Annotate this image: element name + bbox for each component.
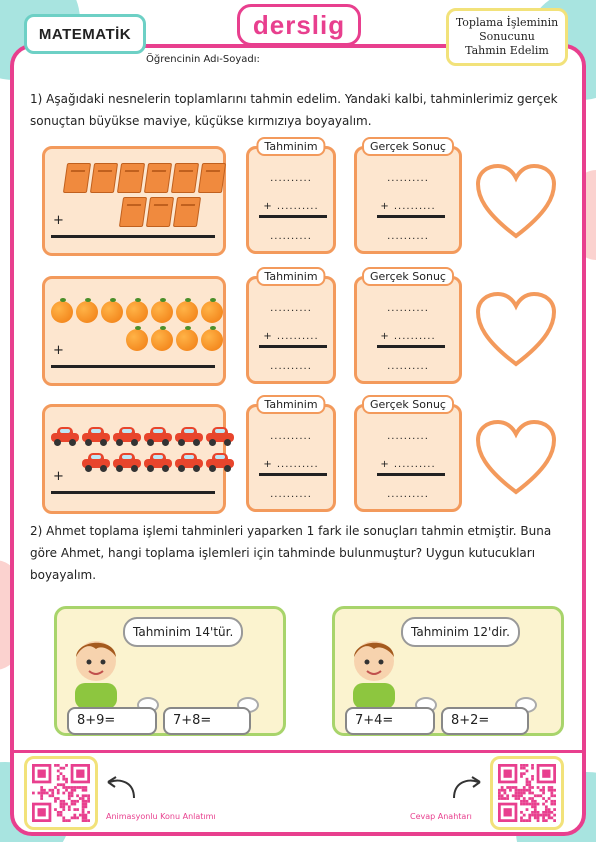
- blank[interactable]: ..........: [270, 489, 312, 500]
- question-line: sonuçtan büyükse maviye, küçükse kırmızıya boyayalım.: [30, 114, 372, 128]
- question-line: 2) Ahmet toplama işlemi tahminleri yaparken 1 fark ile sonuçları tahmin etmiştir. Buna: [30, 524, 552, 538]
- car-icon: [51, 427, 79, 445]
- blank[interactable]: ..........: [270, 303, 312, 314]
- blank[interactable]: ..........: [387, 303, 429, 314]
- sum-line: [51, 365, 215, 368]
- boy-avatar: [345, 631, 403, 709]
- car-icon: [82, 427, 110, 445]
- actual-result-box[interactable]: [354, 140, 462, 254]
- estimate-label: Tahminim: [256, 395, 325, 414]
- subject-label: MATEMATİK: [24, 14, 146, 54]
- derslig-logo: derslig: [237, 4, 361, 46]
- oranges-bottom-row: [126, 329, 223, 351]
- orange-icon: [126, 301, 148, 323]
- estimate-box[interactable]: [246, 140, 336, 254]
- heart-icon[interactable]: [474, 418, 558, 498]
- question-line: 1) Aşağıdaki nesnelerin toplamlarını tahmin edelim. Yandaki kalbi, tahminlerimiz gerçek: [30, 92, 558, 106]
- blank[interactable]: ..........: [387, 173, 429, 184]
- books-bottom-row: [121, 197, 199, 227]
- car-icon: [206, 427, 234, 445]
- speech-bubble: Tahminim 14'tür.: [123, 617, 243, 647]
- topic-line: Sonucunu: [479, 30, 535, 43]
- book-icon: [198, 163, 226, 193]
- topic-title: [446, 8, 568, 66]
- topic-line: Tahmin Edelim: [465, 44, 549, 57]
- car-icon: [175, 453, 203, 471]
- oranges-top-row: [51, 301, 223, 323]
- estimate-box[interactable]: [246, 270, 336, 384]
- blank[interactable]: ..........: [387, 231, 429, 242]
- footer-divider: [12, 750, 584, 753]
- car-icon: [82, 453, 110, 471]
- blank[interactable]: + ..........: [263, 201, 319, 212]
- blank[interactable]: + ..........: [263, 459, 319, 470]
- book-icon: [90, 163, 118, 193]
- car-icon: [144, 427, 172, 445]
- object-box-oranges: [42, 276, 226, 386]
- car-icon: [175, 427, 203, 445]
- estimate-card: [332, 606, 564, 736]
- blank[interactable]: + ..........: [380, 331, 436, 342]
- blank[interactable]: ..........: [270, 173, 312, 184]
- addition-option-box[interactable]: 8+2=: [441, 707, 529, 735]
- actual-result-label: Gerçek Sonuç: [362, 395, 454, 414]
- blank[interactable]: + ..........: [263, 331, 319, 342]
- object-box-books: [42, 146, 226, 256]
- orange-icon: [201, 329, 223, 351]
- cars-top-row: [51, 427, 234, 445]
- speech-bubble: Tahminim 12'dir.: [401, 617, 520, 647]
- addition-option-box[interactable]: 7+4=: [345, 707, 435, 735]
- curved-arrow-icon: [104, 772, 140, 802]
- question-1-text: [30, 88, 570, 132]
- sum-line: [259, 345, 327, 348]
- student-name-field[interactable]: Öğrencinin Adı-Soyadı:: [146, 54, 260, 65]
- car-icon: [206, 453, 234, 471]
- sum-line: [377, 345, 445, 348]
- cars-bottom-row: [82, 453, 234, 471]
- book-icon: [119, 197, 147, 227]
- qr-code-answer-key[interactable]: [490, 756, 564, 830]
- book-icon: [63, 163, 91, 193]
- car-icon: [113, 453, 141, 471]
- book-icon: [171, 163, 199, 193]
- sum-line: [377, 473, 445, 476]
- sum-line: [51, 491, 215, 494]
- answer-key-caption: Cevap Anahtarı: [410, 812, 472, 821]
- orange-icon: [176, 301, 198, 323]
- actual-result-label: Gerçek Sonuç: [362, 267, 454, 286]
- books-top-row: [65, 163, 224, 193]
- estimate-card: [54, 606, 286, 736]
- car-icon: [144, 453, 172, 471]
- object-box-cars: [42, 404, 226, 514]
- sum-line: [51, 235, 215, 238]
- plus-sign: +: [53, 343, 64, 358]
- orange-icon: [51, 301, 73, 323]
- question-2-text: [30, 520, 570, 586]
- blank[interactable]: ..........: [387, 361, 429, 372]
- boy-avatar: [67, 631, 125, 709]
- sum-line: [259, 473, 327, 476]
- heart-icon[interactable]: [474, 290, 558, 370]
- qr-code-icon: [498, 764, 556, 822]
- book-icon: [144, 163, 172, 193]
- blank[interactable]: ..........: [270, 361, 312, 372]
- plus-sign: +: [53, 213, 64, 228]
- estimate-label: Tahminim: [256, 267, 325, 286]
- qr-code-animation[interactable]: [24, 756, 98, 830]
- book-icon: [173, 197, 201, 227]
- blank[interactable]: ..........: [387, 489, 429, 500]
- topic-line: Toplama İşleminin: [455, 16, 559, 29]
- orange-icon: [151, 329, 173, 351]
- car-icon: [113, 427, 141, 445]
- addition-option-box[interactable]: 8+9=: [67, 707, 157, 735]
- sum-line: [377, 215, 445, 218]
- blank[interactable]: ..........: [270, 431, 312, 442]
- orange-icon: [201, 301, 223, 323]
- orange-icon: [101, 301, 123, 323]
- curved-arrow-icon: [448, 772, 484, 802]
- addition-option-box[interactable]: 7+8=: [163, 707, 251, 735]
- orange-icon: [151, 301, 173, 323]
- blank[interactable]: ..........: [387, 431, 429, 442]
- question-line: boyayalım.: [30, 568, 97, 582]
- plus-sign: +: [53, 469, 64, 484]
- orange-icon: [76, 301, 98, 323]
- actual-result-label: Gerçek Sonuç: [362, 137, 454, 156]
- animation-caption: Animasyonlu Konu Anlatımı: [106, 812, 216, 821]
- book-icon: [117, 163, 145, 193]
- question-line: göre Ahmet, hangi toplama işlemleri için tahminde bulunmuştur? Uygun kutucukları: [30, 546, 536, 560]
- orange-icon: [176, 329, 198, 351]
- book-icon: [146, 197, 174, 227]
- orange-icon: [126, 329, 148, 351]
- heart-icon[interactable]: [474, 162, 558, 242]
- blank[interactable]: + ..........: [380, 201, 436, 212]
- estimate-box[interactable]: [246, 398, 336, 512]
- actual-result-box[interactable]: [354, 270, 462, 384]
- sum-line: [259, 215, 327, 218]
- qr-code-icon: [32, 764, 90, 822]
- actual-result-box[interactable]: [354, 398, 462, 512]
- blank[interactable]: + ..........: [380, 459, 436, 470]
- estimate-label: Tahminim: [256, 137, 325, 156]
- blank[interactable]: ..........: [270, 231, 312, 242]
